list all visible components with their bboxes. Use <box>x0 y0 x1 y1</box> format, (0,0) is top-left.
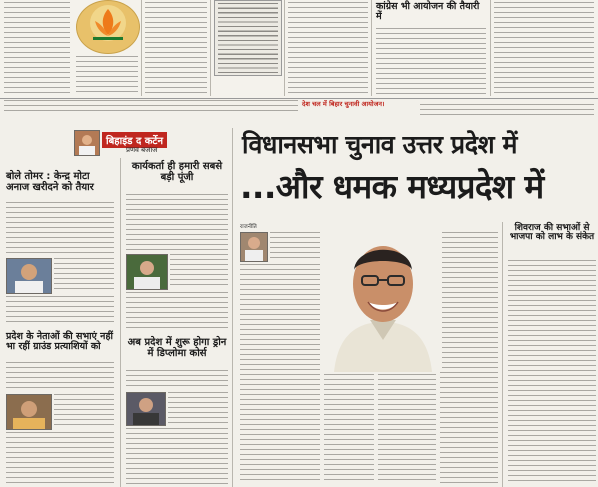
top-col6-text <box>376 28 486 96</box>
top-col5-text <box>288 2 368 96</box>
headline-line2: ...और धमक मध्यप्रदेश में <box>240 167 544 206</box>
top-quote-box <box>214 0 282 76</box>
right-story <box>506 222 598 487</box>
lotus-logo-icon <box>76 0 140 54</box>
news-photo <box>6 258 52 294</box>
author-photo <box>74 130 100 156</box>
strip-text-left <box>4 100 298 114</box>
column-author: प्रणव बजाज <box>126 146 158 154</box>
story-title: बोले तोमर : केन्द्र मोटा अनाज खरीदने को तैयार <box>6 171 94 193</box>
reporter-photo <box>240 232 268 262</box>
news-photo <box>126 392 166 426</box>
top-strip <box>0 0 598 98</box>
right-story-title: शिवराज की सभाओं से भाजपा को लाभ के संकेत <box>509 223 595 243</box>
main-story <box>236 222 500 487</box>
top-col3-text <box>145 2 207 96</box>
story-title: अब प्रदेश में शुरू होगा ड्रोन में डिप्लोमा कोर्स <box>127 337 227 359</box>
middle-column <box>122 158 230 487</box>
headline <box>236 126 598 222</box>
top-col7-text <box>494 2 594 96</box>
top-col1-text <box>4 2 70 96</box>
news-photo <box>6 394 52 430</box>
byline-small: राजनीति <box>240 224 257 230</box>
top-col2-text <box>76 56 138 96</box>
headline-line1: विधानसभा चुनाव उत्तर प्रदेश में <box>242 130 518 159</box>
strip-text-right <box>420 104 594 116</box>
left-column <box>0 158 118 487</box>
top-right-heading: कांग्रेस भी आयोजन की तैयारी में <box>376 1 480 22</box>
story-title: कार्यकर्ता ही हमारी सबसे बड़ी पूंजी <box>131 161 223 183</box>
divider-strip <box>0 98 598 99</box>
leader-portrait <box>324 222 442 372</box>
column-brand: बिहाइंड द कर्टेन <box>102 132 167 148</box>
news-photo <box>126 254 168 290</box>
story-title: प्रदेश के नेताओं की सभाएं नहीं भा रहीं ग्राउंड प्रत्याशियों को <box>6 331 113 352</box>
column-header <box>0 124 228 154</box>
red-tag: देश चल में बिहार चुनावी आयोजन। <box>302 100 385 108</box>
